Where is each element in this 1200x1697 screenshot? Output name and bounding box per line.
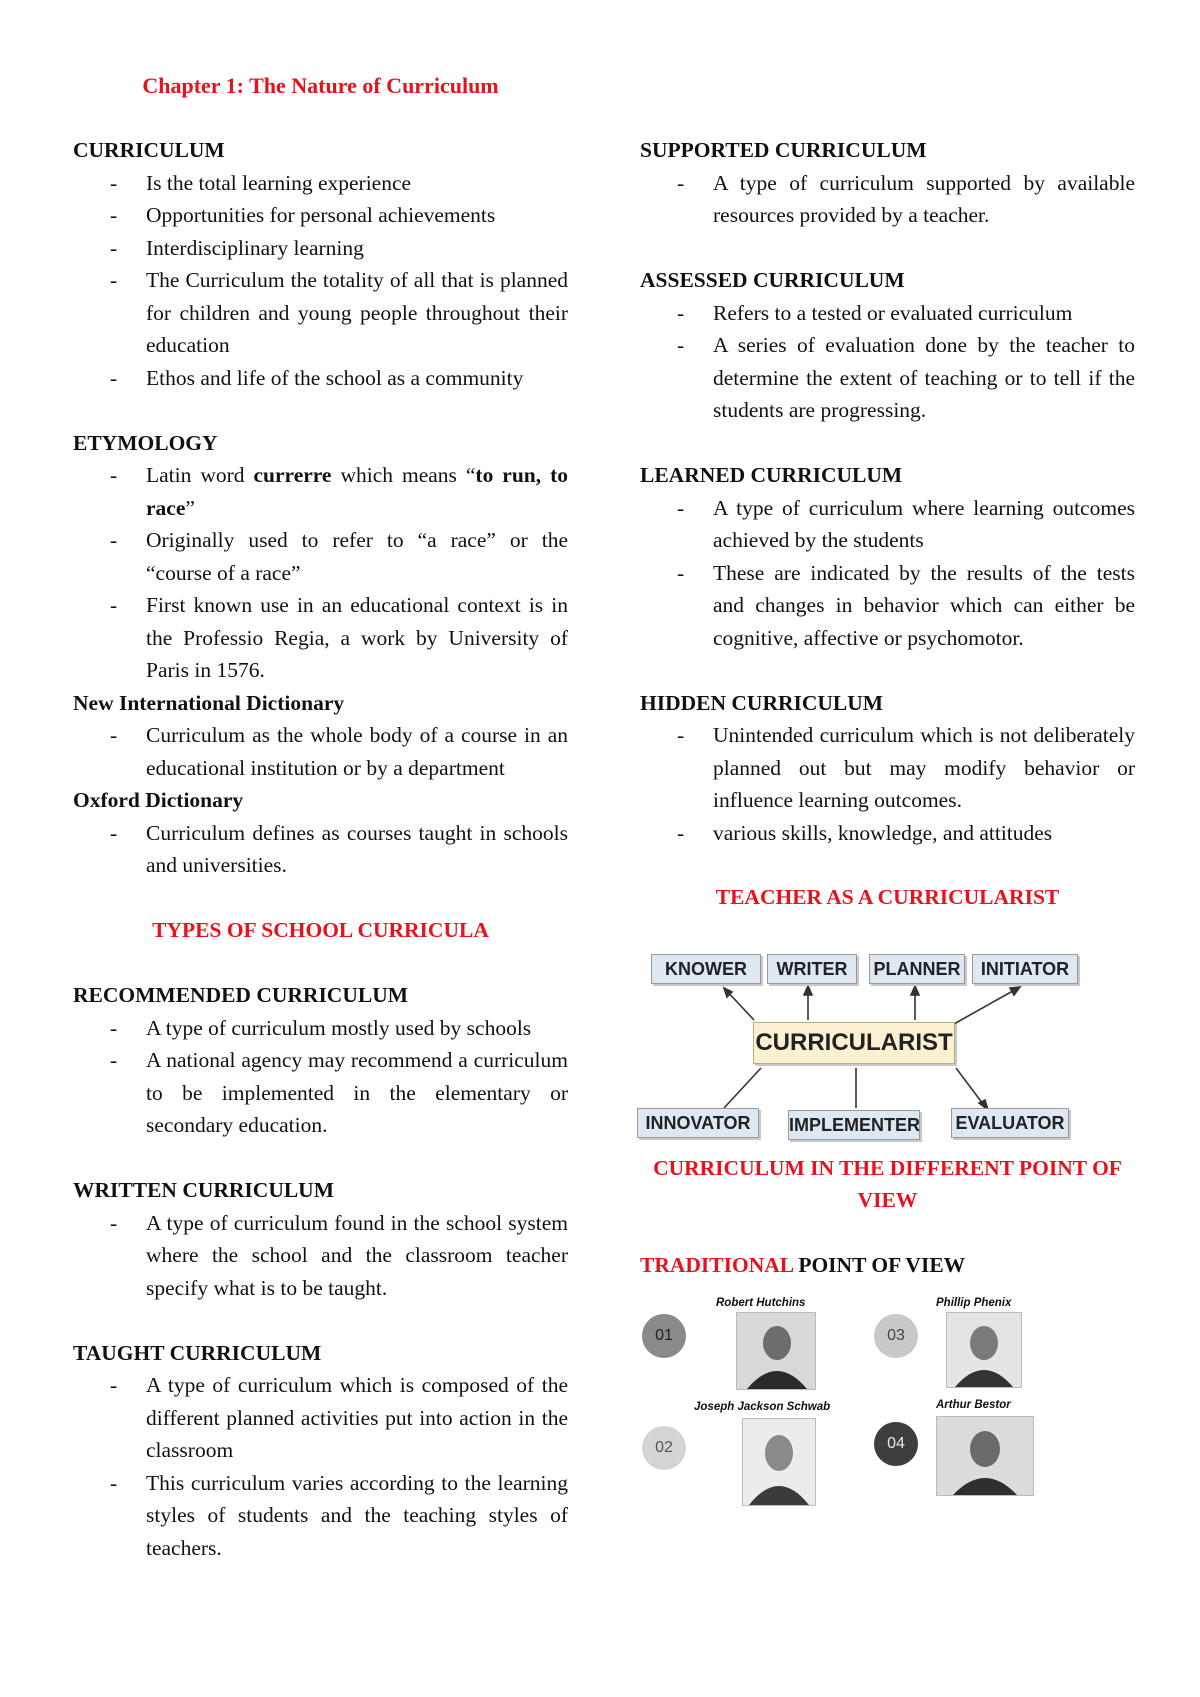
text: which means “ [331, 463, 476, 487]
list-item: - Refers to a tested or evaluated curriculum [713, 297, 1135, 330]
list-item: - A type of curriculum found in the school system where the school and the classroom teacher specify what is to be taught. [146, 1207, 568, 1305]
curriculum-heading: CURRICULUM [73, 138, 225, 162]
person-name: Joseph Jackson Schwab [694, 1400, 831, 1413]
arrowhead [911, 986, 919, 995]
curricularist-box: CURRICULARIST [753, 1022, 955, 1064]
text: Latin word [146, 463, 254, 487]
list-item: - A type of curriculum where learning outcomes achieved by the students [713, 492, 1135, 557]
list-item: - various skills, knowledge, and attitudes [713, 817, 1135, 850]
assessed-heading: ASSESSED CURRICULUM [640, 268, 905, 292]
connector-line [724, 1068, 761, 1108]
arrowhead [1010, 987, 1020, 995]
traditional-heading [640, 1249, 1135, 1282]
bold-term: to run, to race [146, 463, 568, 520]
recommended-heading: RECOMMENDED CURRICULUM [73, 983, 409, 1007]
number-circle: 02 [642, 1426, 686, 1470]
hidden-heading: HIDDEN CURRICULUM [640, 690, 884, 715]
supported-list [640, 167, 1135, 232]
traditional-word: TRADITIONAL [640, 1253, 793, 1277]
oxford-heading: Oxford Dictionary [73, 788, 244, 812]
left-column [73, 134, 568, 1564]
oxford-list [73, 817, 568, 882]
nid-heading: New International Dictionary [73, 690, 345, 715]
etymology-heading: ETYMOLOGY [73, 430, 218, 455]
nid-list [73, 719, 568, 784]
learned-list [640, 492, 1135, 655]
arrowhead [804, 986, 812, 995]
chapter-title: Chapter 1: The Nature of Curriculum [142, 73, 499, 98]
list-item: - Curriculum as the whole body of a course in an educational institution or by a department [146, 719, 568, 784]
written-heading: WRITTEN CURRICULUM [73, 1178, 335, 1202]
list-item: - Curriculum defines as courses taught in schools and universities. [146, 817, 568, 882]
taught-list [73, 1369, 568, 1564]
portrait-graphic [737, 1313, 815, 1389]
list-item: - Is the total learning experience [146, 167, 568, 200]
list-item: - A series of evaluation done by the teacher to determine the extent of teaching or to tell if the students are progressing. [713, 329, 1135, 427]
implementer-box: IMPLEMENTER [788, 1110, 920, 1140]
evaluator-box: EVALUATOR [951, 1108, 1069, 1138]
curriculum-list [73, 167, 568, 395]
photo-image [936, 1416, 1034, 1496]
portrait-graphic [743, 1419, 815, 1505]
planner-box: PLANNER [869, 954, 965, 984]
list-item: - Originally used to refer to “a race” or the “course of a race” [146, 524, 568, 589]
list-item: - A type of curriculum which is composed of the different planned activities put into action in the classroom [146, 1369, 568, 1467]
list-item: - A type of curriculum mostly used by schools [146, 1012, 568, 1045]
knower-box: KNOWER [651, 954, 761, 984]
text: ” [185, 495, 195, 520]
innovator-box: INNOVATOR [637, 1108, 759, 1138]
list-item: - Unintended curriculum which is not deliberately planned out but may modify behavior or influence learning outcomes. [713, 719, 1135, 817]
etymology-list [73, 459, 568, 687]
pov-heading: CURRICULUM IN THE DIFFERENT POINT OF VIEW [653, 1155, 1122, 1212]
teacher-heading: TEACHER AS A CURRICULARIST [715, 885, 1060, 909]
number-circle: 04 [874, 1422, 918, 1466]
list-item: - The Curriculum the totality of all that is planned for children and young people throughout their education [146, 264, 568, 362]
types-heading: TYPES OF SCHOOL CURRICULA [152, 918, 489, 942]
right-column [640, 134, 1135, 1524]
text: POINT OF VIEW [792, 1253, 966, 1277]
portrait-graphic [947, 1313, 1021, 1387]
writer-box: WRITER [767, 954, 857, 984]
recommended-list [73, 1012, 568, 1142]
learned-heading: LEARNED CURRICULUM [640, 463, 903, 487]
person-name: Arthur Bestor [936, 1398, 1011, 1411]
person-name: Robert Hutchins [716, 1296, 806, 1309]
list-item: - Ethos and life of the school as a community [146, 362, 568, 395]
list-item: - This curriculum varies according to the learning styles of students and the teaching styles of teachers. [146, 1467, 568, 1565]
supported-heading: SUPPORTED CURRICULUM [640, 138, 927, 162]
taught-heading: TAUGHT CURRICULUM [73, 1340, 322, 1365]
photo-image [742, 1418, 816, 1506]
number-circle: 03 [874, 1314, 918, 1358]
list-item: - First known use in an educational context is in the Professio Regia, a work by University of Paris in 1576. [146, 589, 568, 687]
list-item: - A type of curriculum supported by available resources provided by a teacher. [713, 167, 1135, 232]
hidden-list [640, 719, 1135, 849]
connector-line [954, 988, 1018, 1024]
number-circle: 01 [642, 1314, 686, 1358]
assessed-list [640, 297, 1135, 427]
photo-image [736, 1312, 816, 1390]
list-item: - Opportunities for personal achievements [146, 199, 568, 232]
bold-term: currerre [253, 463, 332, 487]
list-item: - A national agency may recommend a curriculum to be implemented in the elementary or secondary education. [146, 1044, 568, 1142]
traditional-grid [636, 1294, 1106, 1524]
photo-image [946, 1312, 1022, 1388]
portrait-graphic [937, 1417, 1033, 1495]
person-name: Phillip Phenix [936, 1296, 1012, 1309]
initiator-box: INITIATOR [972, 954, 1078, 984]
curricularist-diagram [636, 922, 1106, 1135]
written-list [73, 1207, 568, 1305]
list-item: - These are indicated by the results of the tests and changes in behavior which can either be cognitive, affective or psychomotor. [713, 557, 1135, 655]
list-item: - Interdisciplinary learning [146, 232, 568, 265]
list-item [146, 459, 568, 524]
